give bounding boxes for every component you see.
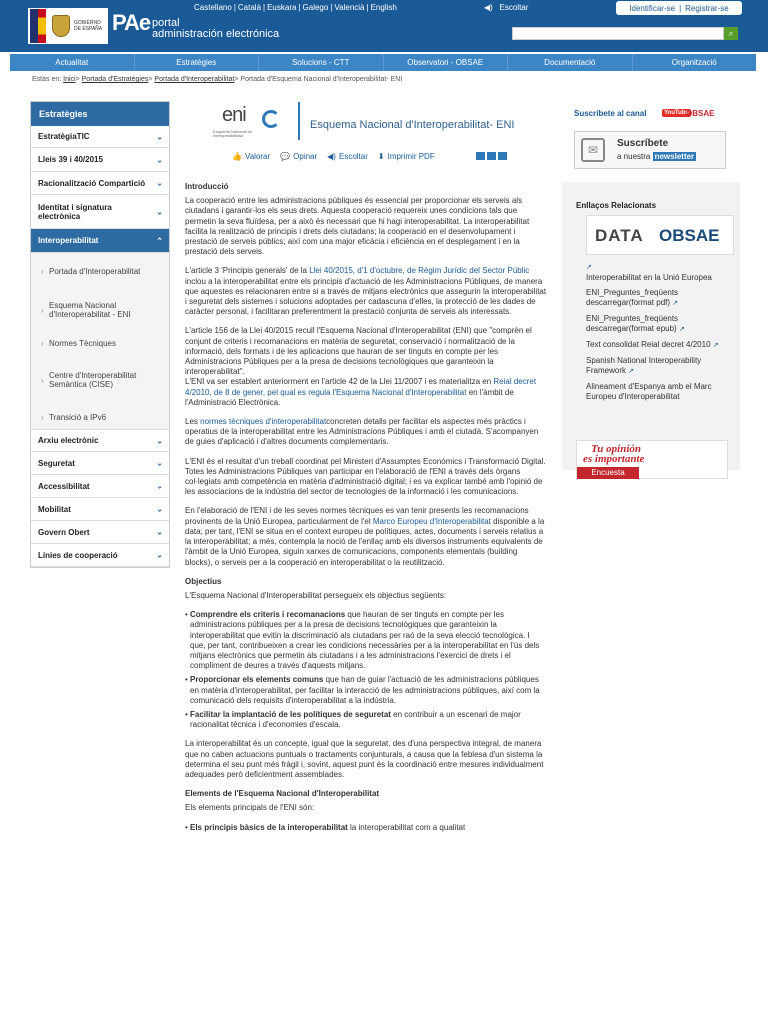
list-item-text: la interoperabilitat com a qualitat [347, 822, 466, 832]
main-content [185, 182, 547, 842]
sidebar-item-label: Racionalització Compartició [38, 178, 146, 188]
lang-link[interactable]: Galego [302, 3, 329, 12]
thumbs-up-icon: 👍 [232, 152, 242, 161]
breadcrumb-prefix: Estàs en: [32, 76, 62, 83]
share-square-icon[interactable] [498, 152, 507, 160]
sidebar-item-label: Interoperabilitat [38, 236, 99, 245]
related-link[interactable] [586, 262, 736, 283]
registrarse-link[interactable]: Registrar-se [685, 3, 729, 13]
pae-logo-subtitle [152, 18, 279, 40]
sidebar-subitem[interactable]: › Transició a IPv6 [31, 405, 169, 429]
survey-banner[interactable] [576, 440, 728, 479]
data-obsae-text: DATA [595, 226, 644, 245]
valorar-link[interactable] [232, 152, 270, 161]
nav-item-observatori[interactable]: Observatori - OBSAE [384, 54, 509, 71]
list-item-text: que han de guiar l'actuació de les administracions públiques en matèria d'interoperabilitat, per facilitar la interacció de les administracions públiques, així com la comunicació dels requisits d'interoperabilitat a la indústria. [190, 675, 540, 705]
auth-links [616, 1, 742, 15]
external-link-icon: ↗ [628, 368, 635, 375]
section-heading: Objectius [185, 576, 222, 586]
auth-sep: | [679, 3, 682, 13]
pae-sub2: administración electrónica [152, 28, 280, 40]
paragraph [185, 506, 547, 567]
chevron-down-icon: ⌄ [156, 504, 163, 514]
chevron-up-icon: ⌃ [156, 236, 163, 245]
action-label: Escoltar [338, 152, 368, 161]
suscribete-canal: Suscríbete al canal [574, 109, 647, 118]
action-label: Imprimir PDF [387, 152, 435, 161]
external-link-icon: ↗ [586, 264, 592, 271]
paragraph: La interoperabilitat és un concepte, igual que la seguretat, des d'una perspectiva integral, de manera que no caben actuacions puntuals o tractaments conjunturals, a causa que la feblesa d'un sistema la determina el seu punt més fràgil i, sovint, aquest punt és la coordinació entre mesures individualment adequades però deficientment assemblades. [185, 739, 544, 779]
elements-list [185, 823, 547, 833]
newsletter-subscribe-box[interactable] [574, 131, 726, 169]
chevron-down-icon: ⌄ [156, 527, 163, 537]
sidebar-item-label: EstratègiaTIC [38, 132, 90, 141]
related-link[interactable] [586, 356, 736, 377]
normes-tecniques-link[interactable]: normes tècniques d'interoperabilitat [200, 417, 327, 427]
title-divider [298, 102, 300, 140]
text: L'article 3 'Principis generals' de la [185, 266, 310, 276]
related-link[interactable] [586, 288, 736, 309]
text: En l'elaboració de l'ENI i de les seves normes tècniques es van tenir presents les recomanacions provinents de la Unió Europea, particularment de l'el [185, 506, 529, 526]
search-button[interactable] [724, 27, 738, 40]
sidebar-title: Estratègies [31, 102, 169, 126]
eni-logo-ring-icon [262, 110, 280, 128]
spain-flag-icon [30, 9, 46, 43]
sidebar-submenu [31, 253, 169, 430]
survey-text: es importante [583, 453, 645, 465]
list-item [185, 675, 547, 706]
text: L'article 156 de la Llei 40/2015 recull l'Esquema Nacional d'Interoperabilitat (ENI) que "comprèn el conjunt de criteris i recomanacions en matèria de seguretat, conservació i normalització de la informació, dels formats i de les aplicacions que hauran de ser tinguts en compte per les Administracions Públiques per a la presa de decisions tecnològiques que garanteixin la interoperabilitat". [185, 326, 532, 377]
comment-icon: 💬 [280, 152, 291, 161]
survey-text: Tu opinión [591, 443, 642, 455]
text: en l'àmbit de l'Administració Electrònica. [185, 387, 514, 407]
link-label: ENI_Preguntes_freqüents descarregar(format pdf) [586, 288, 679, 307]
chevron-down-icon: ⌄ [156, 132, 163, 141]
sidebar-item-label: Seguretat [38, 458, 75, 468]
chevron-down-icon: ⌄ [156, 436, 163, 445]
breadcrumb-link[interactable]: Inici [63, 76, 76, 83]
obsae-channel-link[interactable]: OBSAE [686, 109, 715, 118]
escoltar-link[interactable] [327, 152, 368, 161]
lang-link[interactable]: Euskara [267, 3, 297, 12]
list-item-bold: Els principis bàsics de la interoperabilitat [190, 822, 348, 832]
nav-item-actualitat[interactable]: Actualitat [10, 54, 135, 71]
government-logo[interactable] [28, 8, 108, 44]
nav-item-documentacio[interactable]: Documentació [508, 54, 633, 71]
chevron-down-icon: ⌄ [156, 178, 163, 188]
list-item-bold: Comprendre els criteris i recomanacions [190, 610, 346, 620]
nav-item-estrategies[interactable]: Estratègies [135, 54, 260, 71]
external-link-icon: ↗ [712, 342, 719, 349]
sidebar [30, 101, 170, 568]
sidebar-item-label: Mobilitat [38, 504, 71, 514]
eni-logo-small: Esquema Nacional de Interoperabilidad [213, 129, 253, 138]
escoltar-link[interactable] [484, 3, 528, 12]
share-square-icon[interactable] [487, 152, 496, 160]
share-icons [476, 152, 507, 160]
lang-link[interactable]: Valencià [334, 3, 365, 12]
action-label: Opinar [293, 152, 318, 161]
share-square-icon[interactable] [476, 152, 485, 160]
sidebar-item[interactable] [31, 498, 169, 521]
chevron-down-icon: ⌄ [156, 155, 163, 164]
action-bar [232, 152, 435, 161]
newsletter-badge: newsletter [654, 152, 695, 161]
sidebar-item[interactable] [31, 521, 169, 544]
text: L'ENI va ser establert anteriorment en l'article 42 de la Llei 11/2007 i es materialitza en [185, 377, 494, 387]
paragraph: L'Esquema Nacional d'Interoperabilitat persegueix els objectius següents: [185, 590, 446, 600]
main-nav [10, 54, 756, 71]
sidebar-item[interactable] [31, 195, 169, 229]
identificarse-link[interactable]: Identificar-se [629, 3, 676, 13]
paragraph: La cooperació entre les administracions públiques és essencial per proporcionar els serveis als ciutadans i garantir-los els seus drets. Aquesta cooperació requereix unes condicions tals que permetin la seva fluïdesa, per a això és necessari que hi hagi interoperabilitat. La interoperabilitat facilita la realització de principis i drets dels ciutadans; la cooperació en el desenvolupament i prestació de serveis públics; així com una major eficàcia i eficiència en el desplegament i en la prestació dels serveis. [185, 196, 530, 257]
section-heading: Elements de l'Esquema Nacional d'Interoperabilitat [185, 789, 380, 799]
text: inclou a la interoperabilitat entre els principis d'actuació de les Administracions Públiques, de manera que aquestes es relacionaren entre si a través de mitjans electrònics que assegurin la interoperabilitat i seguretat dels sistemes i solucions adoptades per cadascuna d'elles, la protecció de les dades de caràcter personal, i facilitaran preferentment la prestació conjunta de serveis als interessats. [185, 276, 547, 317]
sidebar-item[interactable] [31, 452, 169, 475]
related-link[interactable] [586, 314, 736, 335]
text: a nuestra [617, 152, 651, 161]
chevron-down-icon: ⌄ [156, 458, 163, 468]
sidebar-item[interactable] [31, 148, 169, 172]
external-link-icon: ↗ [672, 300, 679, 307]
lang-link[interactable]: Castellano [194, 3, 232, 12]
link-label: Alineament d'Espanya amb el Marc Europeu d'Interoperabilitat [586, 382, 712, 401]
list-item-text: que hauran de ser tinguts en compte per les administracions públiques per a la presa de decisions tecnològiques que garanteixin la interoperabilitat que evitin la discriminació als ciutadans per raó de la seva elecció tecnològica. I que, per tant, contribueixen a crear les condicions necessàries per a la interoperabilitat en l'ús dels mitjans electrònics que permetin als ciutadans i a les administracions l'exercici de drets i el compliment de deures a través d'aquests mitjans. [190, 610, 540, 671]
sidebar-subitem[interactable]: › Esquema Nacional d'Interoperabilitat - ENI [31, 289, 169, 331]
youtube-icon[interactable]: YouTube [664, 110, 689, 116]
speaker-icon: ◀) [327, 152, 336, 161]
paragraph: Els elements principals de l'ENI són: [185, 803, 315, 813]
llei-40-2015-link[interactable]: Llei 40/2015, d'1 d'octubre, de Règim Jurídic del Sector Públic [309, 266, 530, 276]
nav-item-organitzacio[interactable]: Organització [671, 58, 717, 67]
list-item [185, 610, 547, 671]
nav-item-solucions[interactable]: Solucions - CTT [259, 54, 384, 71]
text: disponible a la data; per tant, l'ENI se situa en el context europeu de polítiques, actes, documents i serveis relatius a la interoperabilitat; a més, contempla la noció de l'enllaç amb els diversos instruments equivalents de l'àmbit de la Unió Europea, siguin xarxes de comunicacions, components elementals (building blocks), o serveis per a la cooperació en interoperabilitat o la reutilització. [185, 516, 545, 567]
data-obsae-text: OBSAE [659, 226, 720, 245]
sidebar-item-label: Identitat i signatura electrònica [38, 202, 112, 221]
newsletter-icon: ✉ [581, 138, 605, 162]
search-input[interactable] [512, 27, 724, 40]
coat-of-arms-icon [52, 15, 70, 37]
download-icon: ⬇ [377, 152, 385, 161]
paragraph [185, 326, 547, 408]
paragraph [185, 266, 547, 317]
sidebar-item-label: Línies de cooperació [38, 550, 118, 560]
subscribe-subtitle [617, 152, 696, 161]
pae-logo[interactable]: PAe [112, 10, 151, 35]
breadcrumb: Estàs en: Inici> Portada d'Estratègies> Portada d'Interoperabilitat> Portada d'Esquema Nacional d'Interoperabilitat- ENI [32, 76, 403, 83]
sidebar-subitem[interactable]: › Centre d'Interoperabilitat Semàntica (CISE) [31, 355, 169, 405]
objectives-list [185, 610, 547, 730]
chevron-down-icon: ⌄ [156, 481, 163, 491]
chevron-down-icon: ⌄ [156, 207, 163, 216]
related-link[interactable] [586, 382, 736, 402]
breadcrumb-link[interactable]: Portada d'Interoperabilitat [154, 76, 235, 83]
list-item [185, 823, 547, 833]
list-item-text: en contribuir a un escenari de major racionalitat tècnica i d'economies d'escala. [190, 709, 521, 730]
lang-link[interactable]: Català [237, 3, 262, 12]
eni-logo: eni [222, 104, 246, 126]
text: concreten detalls per facilitar els aspectes més pràctics i operatius de la interoperabilitat entre les Administracions Públiques i amb el ciutadà. S'acompanyen de guies d'aplicació i d'altres documents complementaris. [185, 417, 539, 447]
link-label: Text consolidat Reial decret 4/2010 [586, 340, 711, 349]
language-selector: Castellano | Català | Euskara | Galego | Valencià | English [194, 3, 397, 12]
paragraph: L'ENI és el resultat d'un treball coordinat pel Ministeri d'Assumptes Econòmics i Transformació Digital. Totes les Administracions Públiques van participar en l'elaboració de l'ENI a través dels òrgans col·legiats amb competència en matèria d'administració digital; i es va explicar també amb l'opinió de les associacions de la indústria del sector de tecnologies de la informació i les comunicacions. [185, 456, 546, 497]
sidebar-item[interactable] [31, 126, 169, 148]
page-title: Esquema Nacional d'Interoperabilitat- ENI [310, 119, 515, 131]
sidebar-item[interactable] [31, 544, 169, 567]
escoltar-label: Escoltar [499, 3, 529, 12]
related-links-title: Enllaços Relacionats [576, 201, 657, 210]
sidebar-item-label: Lleis 39 i 40/2015 [38, 155, 103, 164]
list-item-bold: Proporcionar els elements comuns [190, 675, 324, 685]
survey-button: Encuesta [577, 467, 639, 479]
speaker-icon: ◀) [484, 3, 493, 12]
imprimir-pdf-link[interactable] [378, 152, 435, 161]
related-link[interactable] [586, 340, 736, 351]
site-header [0, 0, 768, 52]
pae-sub1: portal [152, 17, 180, 29]
sidebar-item[interactable] [31, 475, 169, 498]
text: Les [185, 417, 201, 427]
sidebar-item[interactable] [31, 172, 169, 195]
search-icon: ⌕ [728, 29, 734, 38]
action-label: Valorar [244, 152, 271, 161]
marco-europeu-link[interactable]: Marco Europeu d'Interoperabilitat [372, 516, 491, 526]
sidebar-subitem[interactable]: › Normes Tècniques [31, 331, 169, 355]
link-label: Spanish National Interoperability Framework [586, 356, 702, 375]
subscribe-title: Suscríbete [617, 138, 669, 149]
related-links-list [586, 262, 736, 407]
data-obsae-banner[interactable] [586, 215, 734, 255]
link-label: Interoperabilitat en la Unió Europea [586, 273, 712, 282]
link-label: ENI_Preguntes_freqüents descarregar(format epub) [586, 314, 679, 333]
paragraph [185, 417, 547, 448]
lang-link[interactable]: English [370, 3, 397, 12]
sidebar-item-label: Govern Obert [38, 527, 90, 537]
external-link-icon: ↗ [678, 326, 685, 333]
list-item-bold: Facilitar la implantació de les polítiques de seguretat [190, 709, 391, 719]
reial-decret-link[interactable]: Reial decret 4/2010, de 8 de gener, pel qual es regula l'Esquema Nacional d'Interoperabilitat [185, 377, 537, 397]
gov-text: GOBIERNO DE ESPAÑA [74, 20, 103, 32]
breadcrumb-current: Portada d'Esquema Nacional d'Interoperabilitat- ENI [240, 76, 403, 83]
section-heading: Introducció [185, 182, 229, 191]
sidebar-item-label: Arxiu electrònic [38, 436, 99, 445]
breadcrumb-link[interactable]: Portada d'Estratègies [81, 76, 149, 83]
opinar-link[interactable] [280, 152, 317, 161]
sidebar-subitem[interactable]: › Portada d'Interoperabilitat [31, 253, 169, 289]
sidebar-item-active[interactable] [31, 229, 169, 253]
chevron-down-icon: ⌄ [156, 550, 163, 560]
list-item [185, 710, 547, 730]
sidebar-item-label: Accessibilitat [38, 481, 90, 491]
sidebar-item[interactable] [31, 430, 169, 452]
